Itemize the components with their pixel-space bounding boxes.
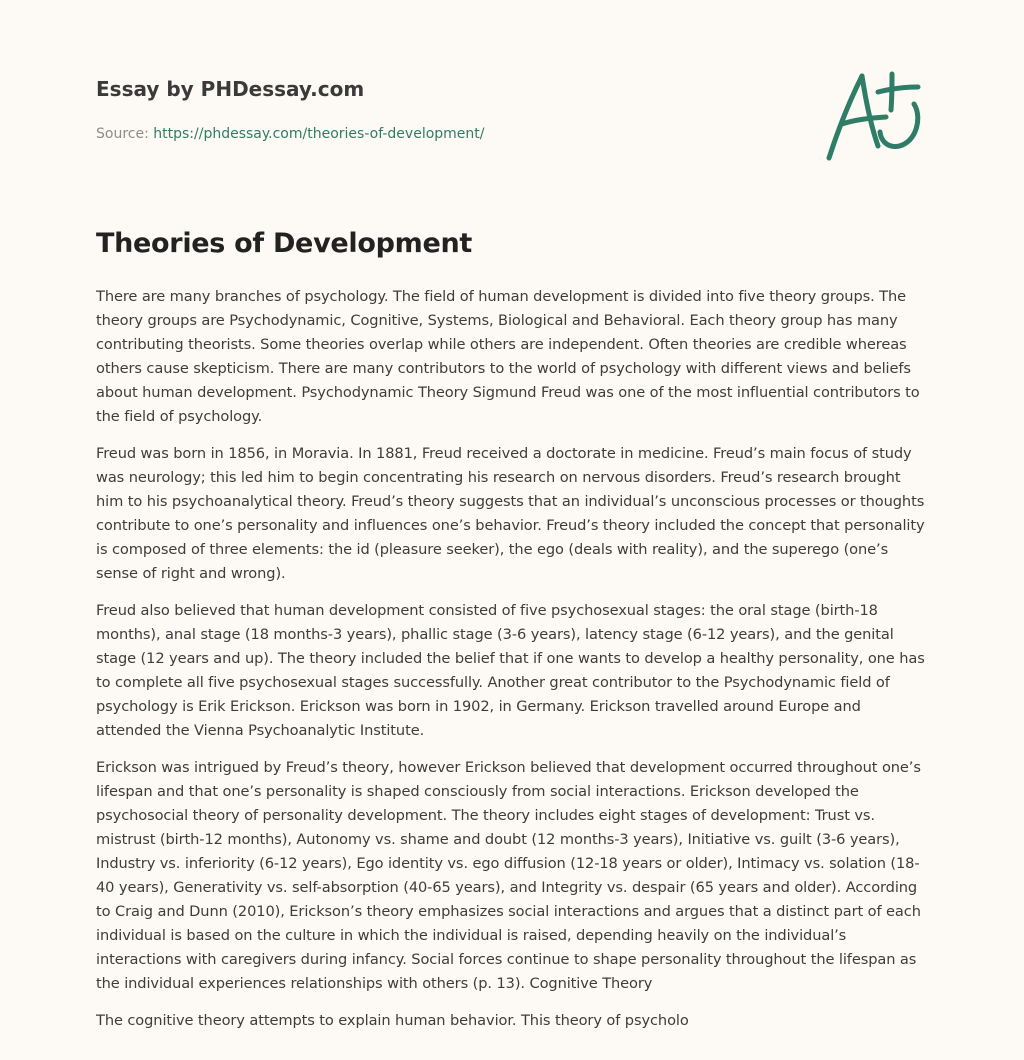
essay-title: Theories of Development [96, 228, 472, 259]
site-brand: Essay by PHDessay.com [96, 77, 365, 101]
source-line [96, 124, 736, 144]
source-link[interactable]: https://phdessay.com/theories-of-development/ [153, 126, 485, 142]
essay-paragraph: There are many branches of psychology. The field of human development is divided into five theory groups. The theory groups are Psychodynamic, Cognitive, Systems, Biological and Behavioral. Each theory group has many contributing theorists. Some theories overlap while others are independent. Often theories are credible whereas others cause skepticism. There are many contributors to the world of psychology with different views and beliefs about human development. Psychodynamic Theory Sigmund Freud was one of the most influential contributors to the field of psychology. [96, 288, 920, 425]
essay-paragraph: The cognitive theory attempts to explain human behavior. This theory of psycholo [96, 1012, 689, 1029]
page-header [96, 74, 736, 144]
essay-body [96, 285, 930, 1046]
essay-paragraph: Erickson was intrigued by Freud’s theory, however Erickson believed that development occurred throughout one’s lifespan and that one’s personality is shaped consciously from social interactions. Erickson developed the psychosocial theory of personality development. The theory includes eight stages of development: Trust vs. mistrust (birth-12 months), Autonomy vs. shame and doubt (12 months-3 years), Initiative vs. guilt (3-6 years), Industry vs. inferiority (6-12 years), Ego identity vs. ego diffusion (12-18 years or older), Intimacy vs. solation (18-40 years), Generativity vs. self-absorption (40-65 years), and Integrity vs. despair (65 years and older). According to Craig and Dunn (2010), Erickson’s theory emphasizes social interactions and argues that a distinct part of each individual is based on the culture in which the individual is raised, depending heavily on the individual’s interactions with caregivers during infancy. Social forces continue to shape personality throughout the lifespan as the individual experiences relationships with others (p. 13). Cognitive Theory [96, 759, 921, 992]
source-label: Source: [96, 126, 154, 142]
essay-paragraph: Freud was born in 1856, in Moravia. In 1881, Freud received a doctorate in medicine. Freud’s main focus of study was neurology; this led him to begin concentrating his research on nervous disorders. Freud’s research brought him to his psychoanalytical theory. Freud’s theory suggests that an individual’s unconscious processes or thoughts contribute to one’s personality and influences one’s behavior. Freud’s theory included the concept that personality is composed of three elements: the id (pleasure seeker), the ego (deals with reality), and the superego (one’s sense of right and wrong). [96, 445, 925, 582]
essay-paragraph: Freud also believed that human development consisted of five psychosexual stages: the oral stage (birth-18 months), anal stage (18 months-3 years), phallic stage (3-6 years), latency stage (6-12 years), and the genital stage (12 years and up). The theory included the belief that if one wants to develop a healthy personality, one has to complete all five psychosexual stages successfully. Another great contributor to the Psychodynamic field of psychology is Erik Erickson. Erickson was born in 1902, in Germany. Erickson travelled around Europe and attended the Vienna Psychoanalytic Institute. [96, 602, 925, 739]
a-plus-grade-icon [822, 68, 928, 164]
